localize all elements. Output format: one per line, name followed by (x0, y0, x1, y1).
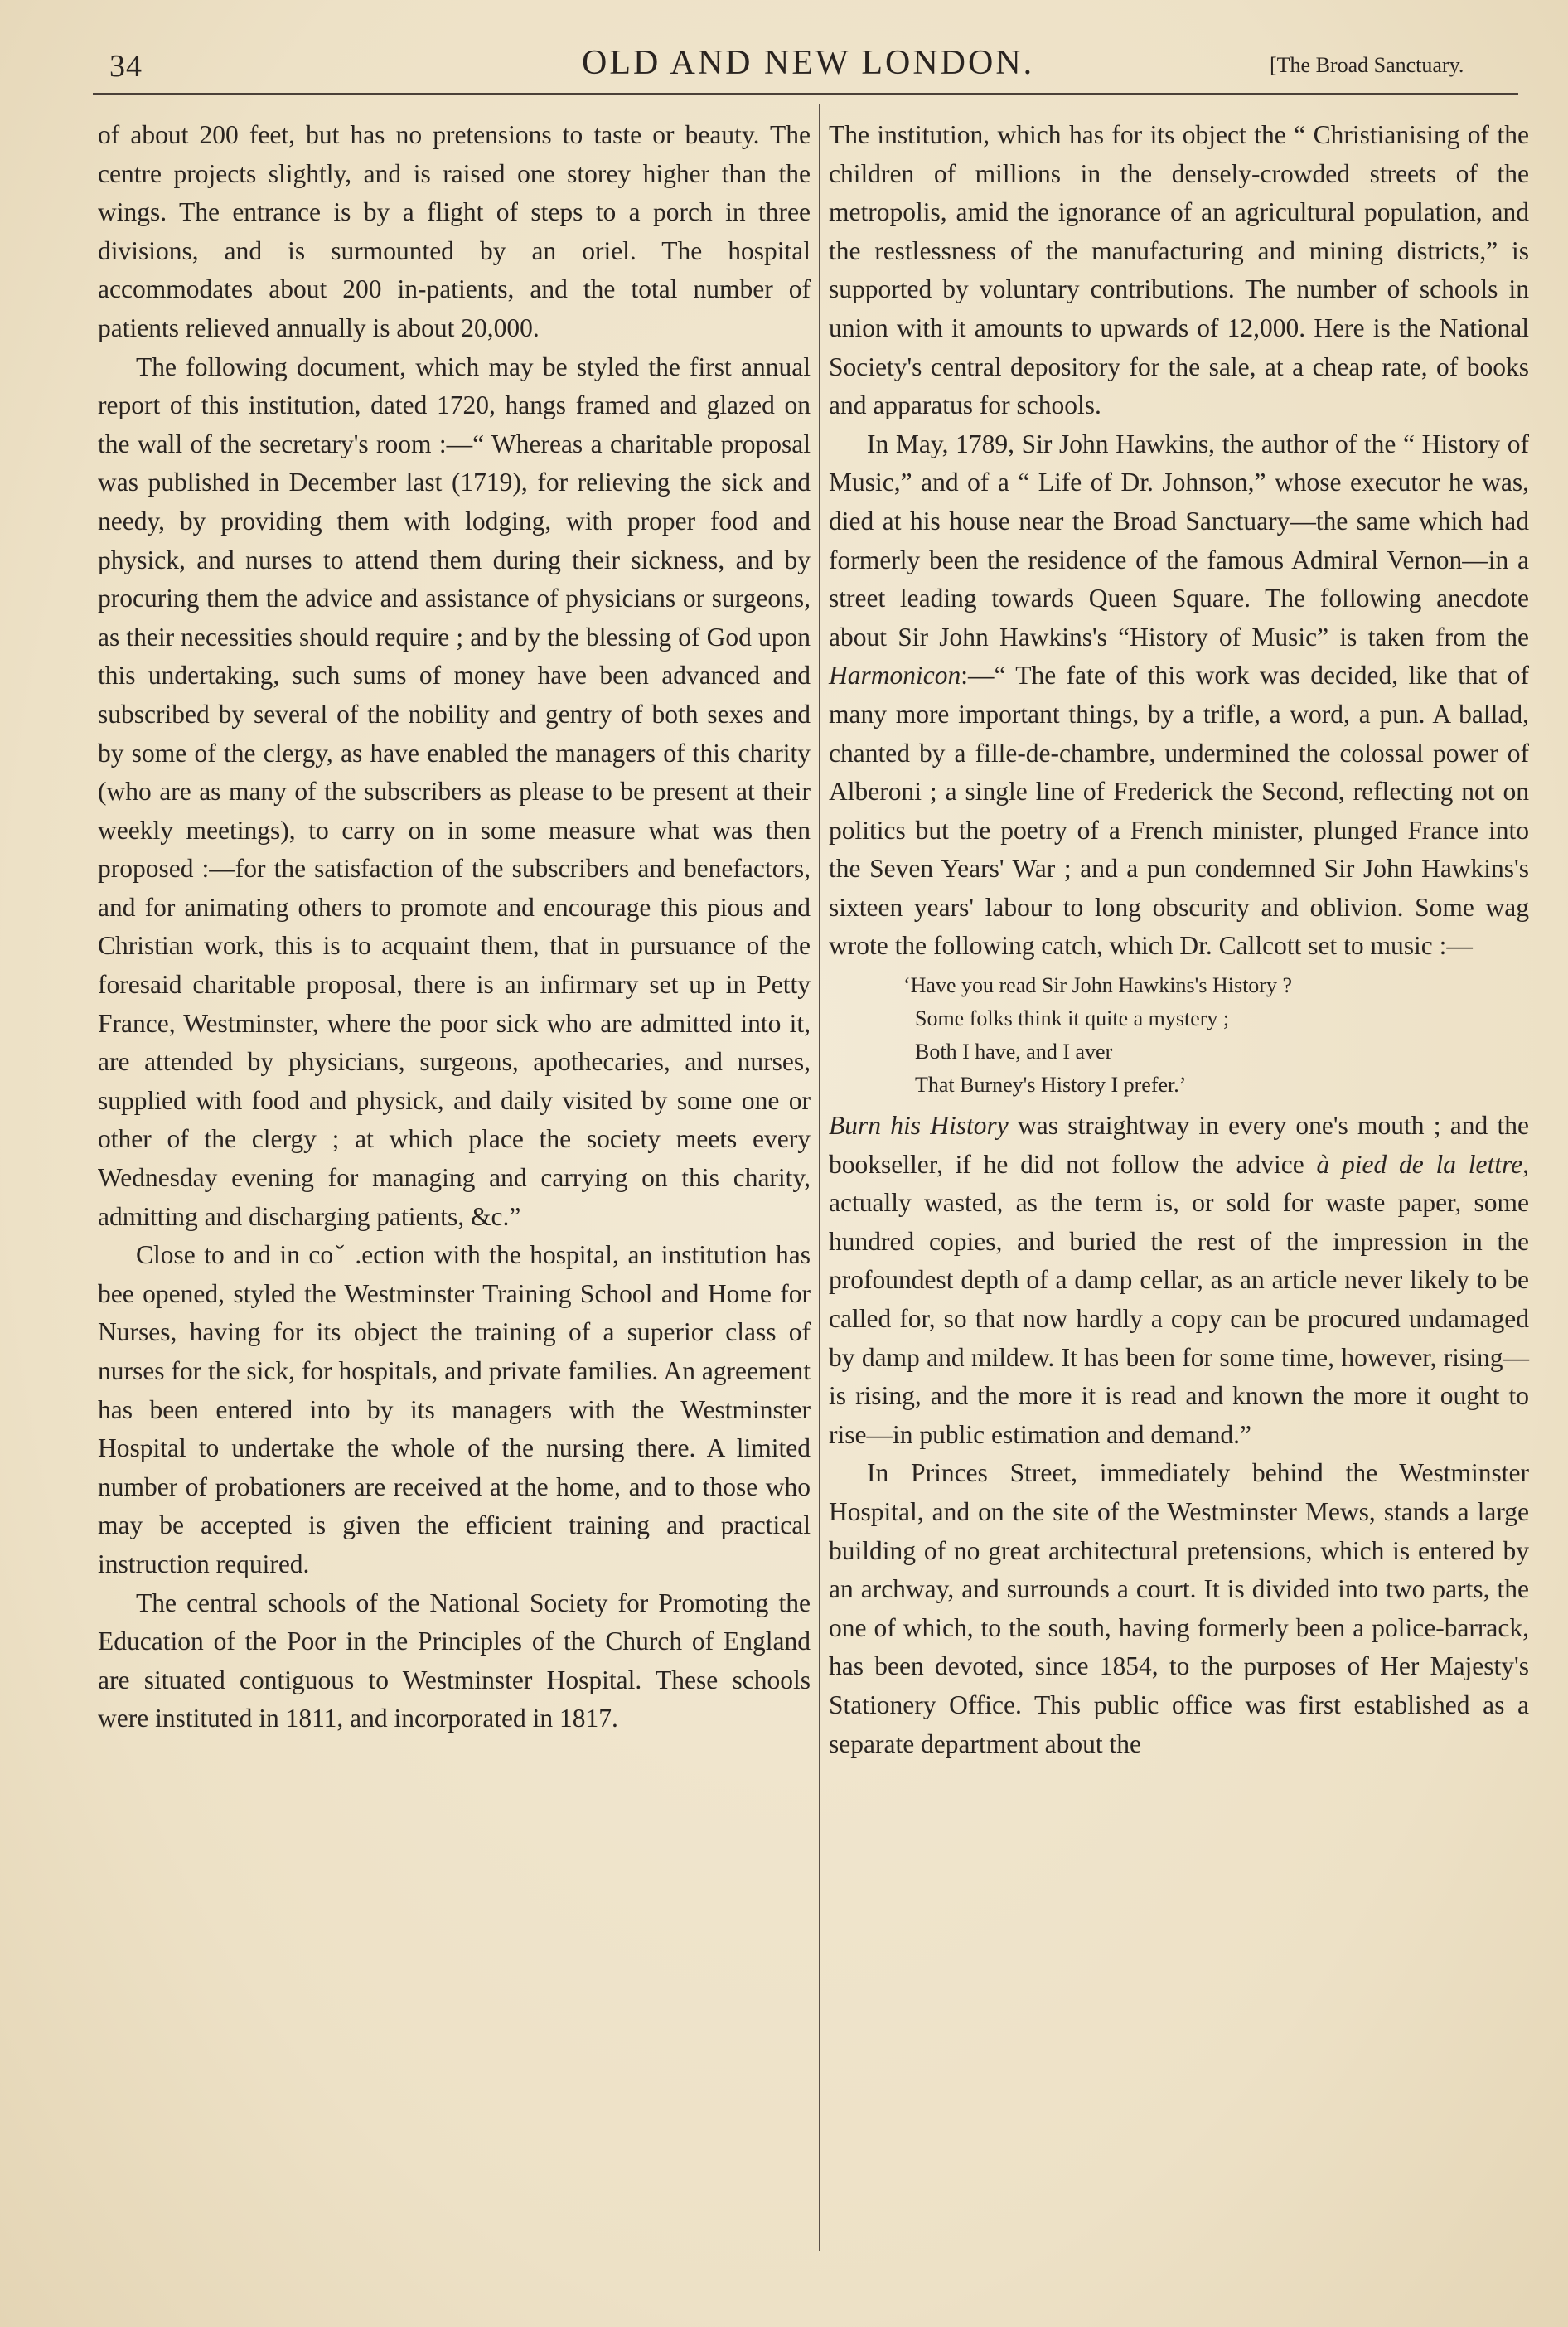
verse-line: ‘Have you read Sir John Hawkins's History ? (903, 973, 1292, 998)
right-paragraph-3-text1: was straightway in every one's mouth ; and the bookseller, if he did not follow the advice (829, 1111, 1529, 1179)
left-paragraph-3: Close to and in coˇ .ection with the hospital, an institution has bee opened, styled the Westminster Training School and Home for Nurses, having for its object the training of a superior class of nurses for the sick, for hospitals, and private families. An agreement has been entered into by its managers with the Westminster Hospital to undertake the whole of the nursing there. A limited number of probationers are received at the home, and to those who may be accepted is given the efficient training and practical instruction required. (98, 1240, 811, 1578)
header-rule (93, 93, 1518, 95)
right-paragraph-2 (829, 425, 1529, 966)
right-paragraph-1: The institution, which has for its object the “ Christianising of the children of millions in the densely-crowded streets of the metropolis, amid the ignorance of an agricultural population, and the restlessness of the manufacturing and mining districts,” is supported by voluntary contributions. The number of schools in union with it amounts to upwards of 12,000. Here is the National Society's central depository for the sale, at a cheap rate, of books and apparatus for schools. (829, 120, 1529, 420)
right-paragraph-3 (829, 1107, 1529, 1454)
right-paragraph-2-rest: :—“ The fate of this work was decided, like that of many more important things, by a trifle, a word, a pun. A ballad, chanted by a fille-de-chambre, undermined the colossal power of Alberoni ; a single line of Frederick the Second, reflecting not on politics but the poetry of a French minister, plunged France into the Seven Years' War ; and a pun condemned Sir John Hawkins's sixteen years' labour to long obscurity and oblivion. Some wag wrote the following catch, which Dr. Callcott set to music :— (829, 661, 1529, 961)
verse-line: Both I have, and I aver (915, 1040, 1113, 1064)
right-paragraph-2-text: In May, 1789, Sir John Hawkins, the author of the “ History of Music,” and of a “ Life of Dr. Johnson,” whose executor he was, died at his house near the Broad Sanctuary—the same which had formerly been the residence of the famous Admiral Vernon—in a street leading towards Queen Square. The following anecdote about Sir John Hawkins's “History of Music” is taken from the (829, 429, 1529, 652)
harmonicon-title: Harmonicon (829, 661, 961, 691)
right-paragraph-3-text2: , actually wasted, as the term is, or sold for waste paper, some hundred copies, and buried the rest of the impression in the profoundest depth of a damp cellar, as an article never likely to be called for, so that now hardly a copy can be procured undamaged by damp and mildew. It has been for some time, however, rising—is rising, and the more it is read and known the more it ought to rise—in public estimation and demand.” (829, 1149, 1529, 1449)
page-number: 34 (109, 49, 143, 84)
section-title: [The Broad Sanctuary. (1270, 53, 1464, 77)
a-pied-de-la-lettre: à pied de la lettre (1316, 1149, 1523, 1179)
left-paragraph-2: The following document, which may be styled the first annual report of this institution, dated 1720, hangs framed and glazed on the wall of the secretary's room :—“ Whereas a charitable proposal was published in December last (1719), for relieving the sick and needy, by providing them with lodging, with proper food and physick, and nurses to attend them during their sickness, and by procuring them the advice and assistance of physicians or surgeons, as their necessities should require ; and by the blessing of God upon this undertaking, such sums of money have been advanced and subscribed by several of the nobility and gentry of both sexes and by some of the clergy, as have enabled the managers of this charity (who are as many of the subscribers as please to be present at their weekly meetings), to carry on in some measure what was then proposed :—for the satisfaction of the subscribers and benefactors, and for animating others to promote and encourage this pious and Christian work, this is to acquaint them, that in pursuance of the foresaid charitable proposal, there is an infirmary set up in Petty France, Westminster, where the poor sick who are admitted into it, are attended by physicians, surgeons, apothecaries, and nurses, supplied with food and physick, and daily visited by some one or other of the clergy ; at which place the society meets every Wednesday evening for managing and carrying on this charity, admitting and discharging patients, &c.” (98, 351, 811, 1231)
left-paragraph-1: of about 200 feet, but has no pretensions to taste or beauty. The centre projects slightly, and is raised one storey higher than the wings. The entrance is by a flight of steps to a porch in three divisions, and is surmounted by an oriel. The hospital accommodates about 200 in-patients, and the total number of patients relieved annually is about 20,000. (98, 120, 811, 342)
verse-line: Some folks think it quite a mystery ; (915, 1006, 1230, 1031)
page-header (93, 40, 1518, 90)
right-paragraph-4: In Princes Street, immediately behind the Westminster Hospital, and on the site of the Westminster Mews, stands a large building of no great architectural pretensions, which is entered by an archway, and surrounds a court. It is divided into two parts, the one of which, to the south, having formerly been a police-barrack, has been devoted, since 1854, to the purposes of Her Majesty's Stationery Office. This public office was first established as a separate department about the (829, 1458, 1529, 1758)
left-paragraph-4: The central schools of the National Society for Promoting the Education of the Poor in the Principles of the Church of England are situated contiguous to Westminster Hospital. These schools were instituted in 1811, and incorporated in 1817. (98, 1588, 811, 1733)
right-column (829, 116, 1529, 1763)
column-divider (819, 104, 820, 2251)
catch-verse (903, 969, 1529, 1102)
verse-line: That Burney's History I prefer.’ (915, 1073, 1187, 1098)
running-title: OLD AND NEW LONDON. (582, 44, 1035, 82)
burn-his-history: Burn his History (829, 1111, 1009, 1141)
left-column (98, 116, 811, 1738)
